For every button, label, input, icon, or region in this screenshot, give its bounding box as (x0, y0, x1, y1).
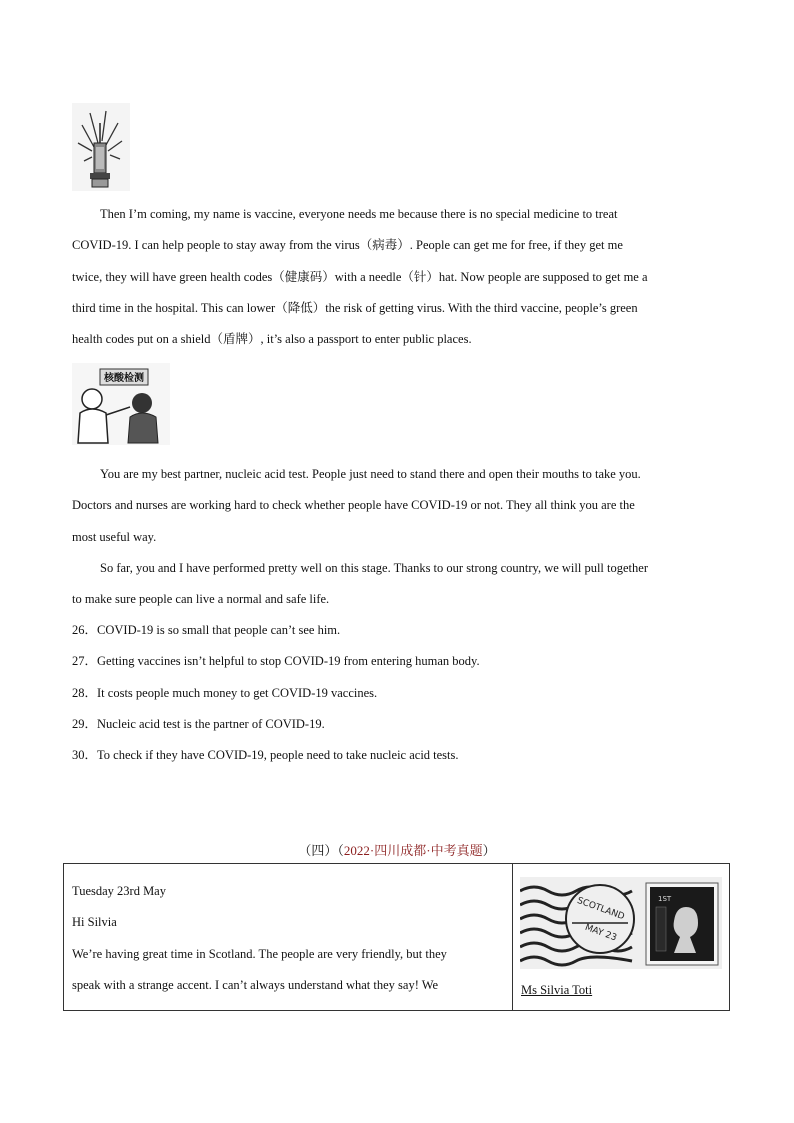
nucleic-acid-test-illustration (72, 363, 170, 445)
paragraph-line: Then I’m coming, my name is vaccine, everyone needs me because there is no special medicine to treat (100, 207, 618, 221)
question-item (72, 685, 377, 701)
paragraph-line: to make sure people can live a normal and safe life. (72, 592, 330, 606)
postcard-body-line: speak with a strange accent. I can’t always understand what they say! We (72, 978, 439, 992)
paragraph-line: COVID-19. I can help people to stay away from the virus（病毒）. People can get me for free, if they get me (72, 238, 623, 252)
postmark-text: SCOTLAND (575, 895, 626, 923)
postmark-stamp-image (520, 877, 722, 969)
question-text: Getting vaccines isn’t helpful to stop COVID-19 from entering human body. (97, 654, 480, 668)
section-suffix: ） (482, 843, 496, 858)
postcard-address (513, 864, 730, 1011)
question-item (72, 716, 325, 732)
question-text: Nucleic acid test is the partner of COVID-19. (97, 717, 325, 731)
postcard-message (64, 864, 513, 1011)
question-number: 30． (72, 748, 98, 762)
section-prefix: （四）（ (298, 843, 344, 858)
section-heading (0, 840, 794, 859)
question-number: 27． (72, 654, 98, 668)
paragraph-line: twice, they will have green health codes（健康码）with a needle（针）hat. Now people are supposed to get me a (72, 270, 648, 284)
paragraph-line: You are my best partner, nucleic acid test. People just need to stand there and open their mouths to take you. (100, 467, 641, 481)
paragraph-line: most useful way. (72, 530, 157, 544)
question-item (72, 622, 340, 638)
vaccine-illustration (72, 103, 130, 191)
nat-sign-text: 核酸检测 (104, 373, 144, 384)
paragraph-line: third time in the hospital. This can lower（降低）the risk of getting virus. With the third vaccine, people’s green (72, 301, 638, 315)
paragraph-line: Doctors and nurses are working hard to check whether people have COVID-19 or not. They all think you are the (72, 498, 635, 512)
question-number: 28． (72, 686, 98, 700)
paragraph-line: So far, you and I have performed pretty well on this stage. Thanks to our strong country, we will pull together (100, 561, 648, 575)
question-number: 26． (72, 623, 98, 637)
question-text: It costs people much money to get COVID-19 vaccines. (97, 686, 378, 700)
stamp-value: 1ST (658, 895, 672, 903)
postcard-greeting: Hi Silvia (72, 915, 117, 929)
question-text: COVID-19 is so small that people can’t see him. (97, 623, 341, 637)
question-item (72, 653, 480, 669)
postcard-table (63, 863, 730, 1011)
postcard-date: Tuesday 23rd May (72, 884, 166, 898)
postmark-date: MAY 23 (583, 922, 618, 944)
paragraph-line: health codes put on a shield（盾牌）, it’s also a passport to enter public places. (72, 332, 472, 346)
section-source: 2022·四川成都·中考真题 (343, 843, 483, 858)
question-number: 29． (72, 717, 98, 731)
question-text: To check if they have COVID-19, people need to take nucleic acid tests. (97, 748, 459, 762)
question-item (72, 747, 459, 763)
postcard-body-line: We’re having great time in Scotland. The people are very friendly, but they (72, 947, 447, 961)
postcard-addressee: Ms Silvia Toti (521, 983, 593, 997)
